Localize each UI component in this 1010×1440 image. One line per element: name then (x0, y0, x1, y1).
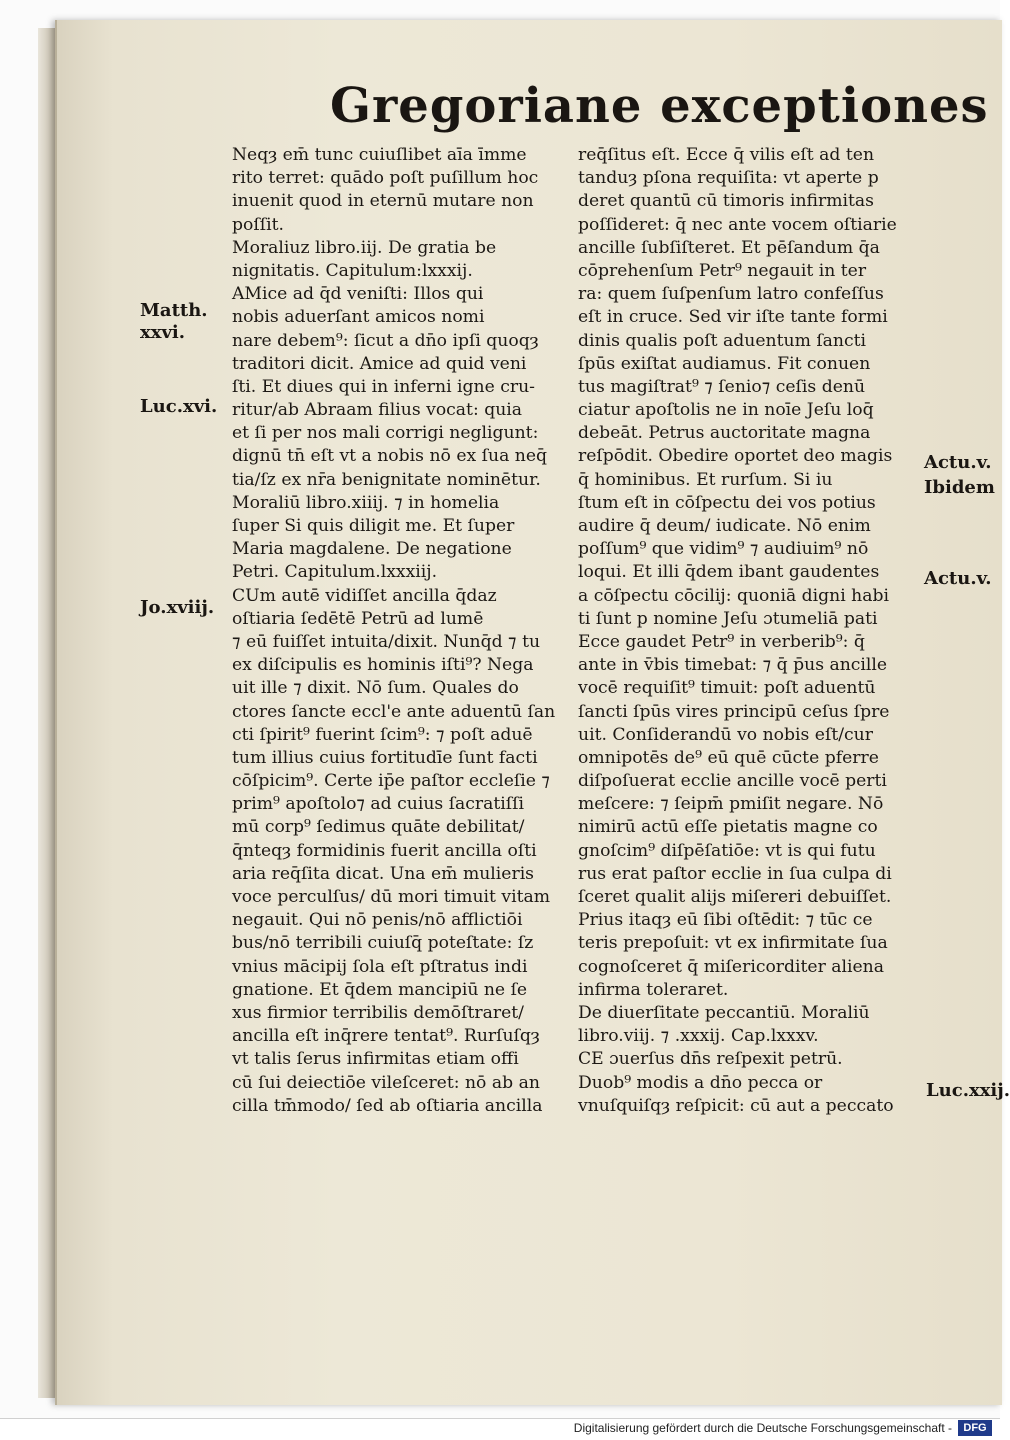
right-column-line: infirma toleraret. (578, 979, 729, 1000)
right-column-line: cōprehenſum Petr⁹ negauit in ter (578, 260, 867, 281)
right-column-line: vocē requiſit⁹ timuit: poſt aduentū (578, 678, 876, 699)
left-column-line: q̄nteqȝ formidinis fuerit ancilla oſti (232, 840, 537, 861)
left-column-line: ancilla eſt inq̄rere tentat⁹. Rurſuſqȝ (232, 1026, 540, 1047)
right-column-line: uit. Conſiderandū vo nobis eſt/cur (578, 724, 873, 745)
right-column-line: poſſum⁹ que vidim⁹ ⁊ audiuim⁹ nō (578, 539, 869, 560)
right-column-line: dinis qualis poſt aduentum ſancti (578, 330, 867, 351)
right-column-line: debeāt. Petrus auctoritate magna (578, 423, 871, 444)
right-column-line: Duob⁹ modis a dn̄o pecca or (578, 1072, 823, 1093)
right-column-line: ſancti ſpūs vires principū ceſus ſpre (578, 701, 890, 722)
left-column-line: Petri. Capitulum.lxxxiij. (232, 562, 438, 583)
left-column-line: tum illius cuius fortitudīe ſunt facti (232, 747, 538, 768)
right-column-line: ra: quem ſuſpenſum latro confeſſus (578, 284, 884, 305)
left-column-line: ritur/ab Abraam filius vocat: quia (232, 400, 523, 421)
left-column-line: uit ille ⁊ dixit. Nō ſum. Quales do (232, 678, 519, 699)
left-column-line: rito terret: quādo poſt puſillum hoc (232, 168, 539, 189)
right-column-line: ciatur apoſtolis ne in noīe Jeſu loq̄ (578, 400, 874, 421)
left-column-line: ſti. Et diues qui in inferni igne cru- (232, 376, 535, 397)
margin-note-matth: Matth. xxvi. (140, 300, 208, 343)
right-column-line: CE ɔuerſus dn̄s reſpexit petrū. (578, 1049, 843, 1070)
right-column-line: diſpoſuerat ecclie ancille vocē perti (578, 771, 887, 792)
left-column-line: ctores ſancte eccl'e ante aduentū ſan (232, 701, 556, 722)
right-column-line: reſpōdit. Obedire oportet deo magis (578, 446, 893, 467)
left-column-line: Neqȝ em̄ tunc cuiuſlibet aīa īmme (232, 145, 527, 165)
margin-note-jo: Jo.xviij. (140, 597, 215, 618)
left-column-line: et ſi per nos mali corrigi negligunt: (232, 423, 539, 444)
right-column-line: poſſideret: q̄ nec ante vocem oſtiarie (578, 214, 897, 235)
left-column-line: ⁊ eū fuiſſet intuita/dixit. Nunq̄d ⁊ tu (232, 631, 541, 652)
right-column-line: loqui. Et illi q̄dem ibant gaudentes (578, 562, 880, 583)
left-column-line: cū ſui deiectiōe vileſceret: nō ab an (232, 1072, 540, 1093)
left-column-line: ſuper Si quis diligit me. Et ſuper (232, 516, 515, 536)
left-column-line: voce perculſus/ dū mori timuit vitam (232, 887, 551, 907)
left-column-line: prim⁹ apoſtolo⁊ ad cuius ſacratiſſi (232, 794, 525, 815)
left-column-line: Moraliuz libro.iij. De gratia be (232, 237, 497, 258)
right-column-line: tus magiſtrat⁹ ⁊ ſenio⁊ ceſis denū (578, 376, 866, 397)
left-column-line: traditori dicit. Amice ad quid veni (232, 353, 527, 374)
left-column-line: oſtiaria ſedētē Petrū ad lumē (232, 608, 484, 629)
right-column-line: meſcere: ⁊ ſeipm̄ pmiſit negare. Nō (578, 794, 884, 815)
left-column-line: CUm autē vidiſſet ancilla q̄daz (232, 585, 497, 606)
right-text-column (578, 144, 923, 1118)
margin-note-actu-v: Actu.v. (924, 452, 992, 473)
left-column-line: cōſpicim⁹. Certe ip̄e paſtor eccleſie ⁊ (232, 771, 550, 792)
margin-note-luc-xvi: Luc.xvi. (140, 396, 218, 417)
right-column-line: libro.viij. ⁊ .xxxij. Cap.lxxxv. (578, 1026, 819, 1047)
left-column-line: dignū tn̄ eſt vt a nobis nō ex ſua neq̄ (232, 446, 548, 467)
right-column-line: vnuſquiſqȝ reſpicit: cū aut a peccato (578, 1095, 894, 1116)
margin-note-luc-xxii: Luc.xxij. (926, 1080, 1010, 1101)
right-column-line: ti ſunt p nomine Jeſu ɔtumeliā pati (578, 608, 878, 629)
right-column-line: audire q̄ deum/ iudicate. Nō enim (578, 516, 871, 536)
right-column-line: omnipotēs de⁹ eū quē cūcte pferre (578, 747, 879, 768)
right-column-line: ante in v̄bis timebat: ⁊ q̄ p̄us ancille (578, 655, 888, 676)
left-column-line: nignitatis. Capitulum:lxxxij. (232, 260, 473, 281)
left-column-line: bus/nō terribili cuiuſq̄ poteſtate: ſz (232, 933, 534, 954)
left-column-line: xus firmior terribilis demōſtraret/ (232, 1002, 524, 1023)
left-column-line: vnius mācipij ſola eſt pſtratus indi (232, 956, 528, 977)
right-column-line: req̄ſitus eſt. Ecce q̄ vilis eſt ad ten (578, 145, 875, 165)
right-column-line: ſtum eſt in cōſpectu dei vos potius (578, 492, 876, 513)
left-column-line: ex diſcipulis es hominis iſti⁹? Nega (232, 655, 534, 676)
right-column-line: eſt in cruce. Sed vir iſte tante formi (578, 307, 888, 328)
left-column-line: nare debem⁹: ſicut a dn̄o ipſi quoqȝ (232, 330, 539, 351)
right-column-line: cognoſceret q̄ miſericorditer aliena (578, 956, 884, 977)
margin-note-actu-v-2: Actu.v. (924, 568, 992, 589)
left-column-line: vt talis ſerus infirmitas etiam offi (232, 1049, 519, 1070)
left-column-line: Maria magdalene. De negatione (232, 539, 512, 560)
right-column-line: ancille ſubſiſteret. Et pēſandum q̄a (578, 237, 880, 258)
dfg-logo: DFG (958, 1420, 992, 1436)
right-column-line: Ecce gaudet Petr⁹ in verberib⁹: q̄ (578, 631, 865, 652)
right-column-line: ſpūs exiſtat audiamus. Fit conuen (578, 353, 871, 374)
left-column-line: nobis aduerſant amicos nomi (232, 307, 485, 328)
running-head: Gregoriane exceptiones (330, 78, 989, 134)
footer-credit: Digitalisierung gefördert durch die Deutsche Forschungsgemeinschaft - (573, 1421, 952, 1435)
right-column-line: tanduȝ pſona requiſita: vt aperte p (578, 168, 879, 189)
left-column-line: inuenit quod in eternū mutare non (232, 191, 534, 212)
right-column-line: q̄ hominibus. Et rurſum. Si iu (578, 469, 833, 490)
right-column-line: nimirū actū eſſe pietatis magne co (578, 817, 878, 838)
right-column-line: Prius itaqȝ eū ſibi oſtēdit: ⁊ tūc ce (578, 910, 873, 931)
left-text-column (232, 144, 577, 1118)
right-column-line: deret quantū cū timoris infirmitas (578, 191, 874, 212)
margin-note-ibidem: Ibidem (924, 477, 995, 498)
left-column-line: cti ſpirit⁹ fuerint ſcim⁹: ⁊ poſt aduē (232, 724, 533, 745)
right-column-line: a cōſpectu cōcilij: quoniā digni habi (578, 585, 890, 606)
left-column-line: negauit. Qui nō penis/nō afflictiōi (232, 910, 523, 931)
left-column-line: Moraliū libro.xiiij. ⁊ in homelia (232, 492, 500, 513)
right-column-line: rus erat paſtor ecclie in ſua culpa di (578, 863, 892, 884)
right-column-line: De diuerſitate peccantiū. Moraliū (578, 1002, 870, 1023)
right-column-line: teris prepoſuit: vt ex infirmitate ſua (578, 933, 888, 954)
left-column-line: tia/ſz ex nr̄a benignitate nominētur. (232, 469, 541, 490)
left-column-line: cilla tm̄modo/ ſed ab oſtiaria ancilla (232, 1095, 543, 1116)
left-column-line: aria req̄ſita dicat. Una em̄ mulieris (232, 863, 535, 884)
left-column-line: poſſit. (232, 214, 284, 235)
right-column-line: ſceret qualit alijs miſereri debuiſſet. (578, 887, 892, 907)
left-column-line: gnatione. Et q̄dem mancipiū ne ſe (232, 979, 528, 1000)
right-column-line: gnoſcim⁹ diſpēſatiōe: vt is qui futu (578, 840, 876, 861)
left-column-line: mū corp⁹ ſedimus quāte debilitat/ (232, 817, 525, 838)
left-column-line: AMice ad q̄d veniſti: Illos qui (232, 284, 484, 305)
